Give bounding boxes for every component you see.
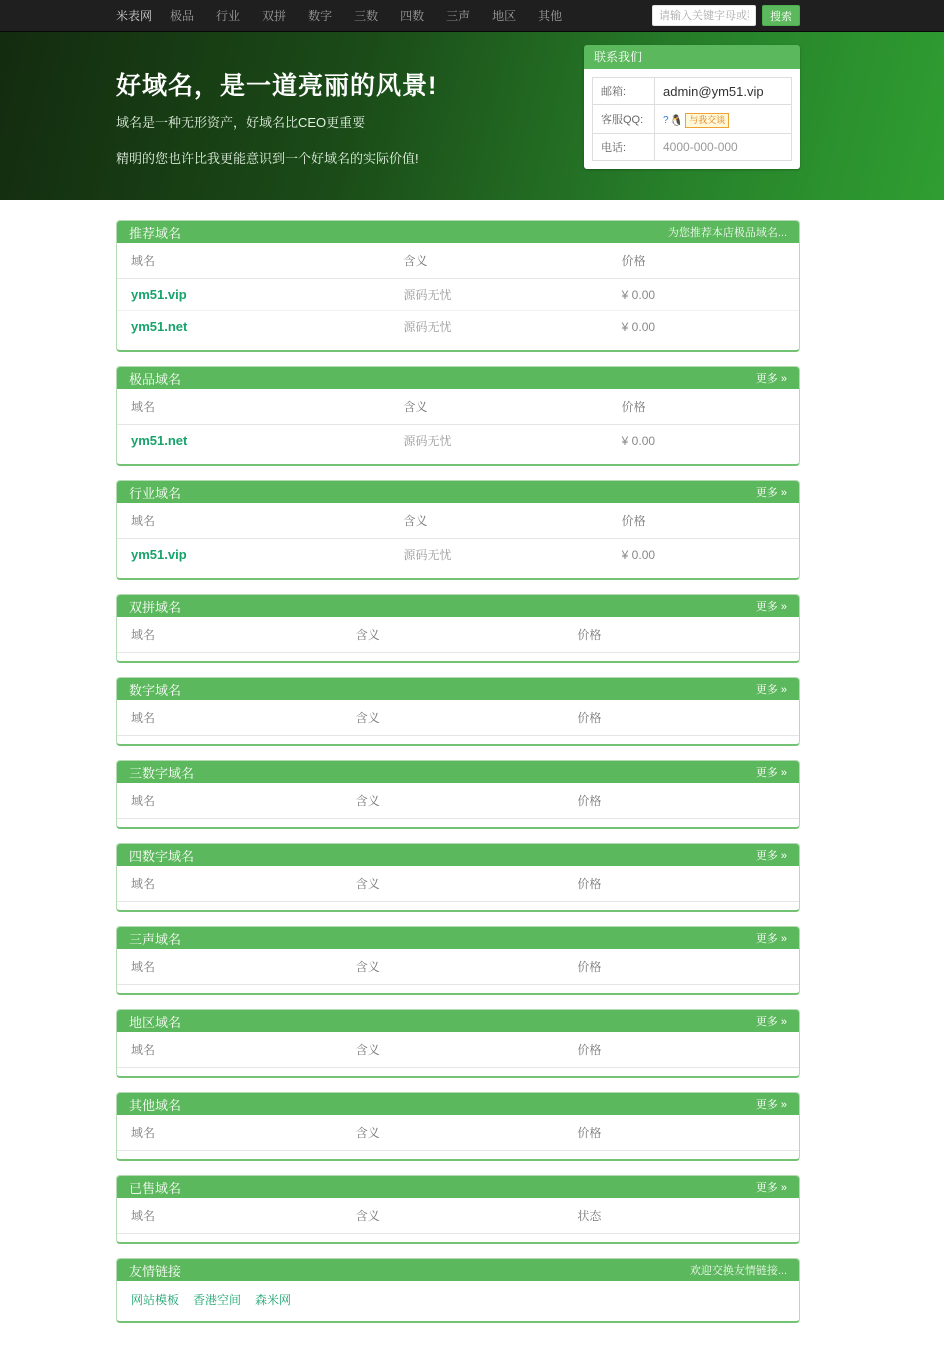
phone-label: 电话:	[593, 134, 655, 161]
section-more-link[interactable]: 更多 »	[755, 487, 787, 499]
column-header: 价格	[622, 389, 799, 425]
domain-table	[117, 389, 799, 456]
navbar-item-link[interactable]: 其他	[538, 8, 563, 23]
search-input[interactable]	[652, 5, 756, 26]
domain-table	[117, 1032, 799, 1068]
domain-link[interactable]: ym51.vip	[131, 547, 187, 562]
column-header: 含义	[356, 617, 578, 653]
section-header	[117, 1259, 799, 1281]
navbar-item	[538, 7, 562, 25]
phone-value: 4000-000-000	[655, 134, 792, 161]
column-header: 价格	[622, 503, 799, 539]
section-body	[117, 243, 799, 350]
price-cell: ¥ 0.00	[621, 547, 656, 562]
email-value: admin@ym51.vip	[655, 78, 792, 105]
navbar-item	[216, 7, 240, 25]
section-body	[117, 1198, 799, 1242]
domain-row	[117, 311, 799, 343]
column-header: 域名	[117, 243, 403, 279]
domain-cell	[117, 425, 403, 457]
section-header	[117, 678, 799, 700]
section-body	[117, 617, 799, 661]
table-header-row	[117, 389, 799, 425]
section-title: 三声域名	[129, 931, 182, 947]
navbar-item-link[interactable]: 三数	[354, 8, 379, 23]
column-header: 价格	[577, 1115, 799, 1151]
section-title: 三数字域名	[129, 765, 195, 781]
friend-links	[117, 1281, 799, 1321]
domain-table	[117, 243, 799, 342]
section-title: 友情链接	[129, 1263, 182, 1279]
section-body	[117, 389, 799, 464]
column-header: 含义	[356, 783, 578, 819]
domain-section-card	[116, 926, 800, 995]
column-header: 含义	[356, 700, 578, 736]
domain-table	[117, 783, 799, 819]
domain-section-card	[116, 1175, 800, 1244]
domain-table	[117, 1115, 799, 1151]
table-header-row	[117, 700, 799, 736]
column-header: 含义	[356, 1115, 578, 1151]
section-body	[117, 949, 799, 993]
domain-link[interactable]: ym51.net	[131, 319, 188, 334]
section-body	[117, 783, 799, 827]
section-body	[117, 700, 799, 744]
section-header	[117, 481, 799, 503]
column-header: 价格	[622, 243, 799, 279]
section-body	[117, 866, 799, 910]
column-header: 价格	[577, 617, 799, 653]
section-body	[117, 503, 799, 578]
column-header: 含义	[356, 949, 578, 985]
email-label: 邮箱:	[593, 78, 655, 105]
domain-table	[117, 503, 799, 570]
contact-panel-title: 联系我们	[584, 45, 800, 69]
domain-cell	[117, 279, 403, 311]
column-header: 域名	[117, 1198, 356, 1234]
table-header-row	[117, 1115, 799, 1151]
domain-section-card	[116, 760, 800, 829]
domain-section-card	[116, 366, 800, 466]
section-note: 欢迎交换友情链接...	[689, 1265, 787, 1277]
section-more-link[interactable]: 更多 »	[755, 373, 787, 385]
meaning-cell: 源码无忧	[403, 311, 621, 343]
meaning-cell: 源码无忧	[403, 548, 452, 562]
column-header: 含义	[403, 503, 621, 539]
section-title: 四数字域名	[129, 848, 195, 864]
hero-subtitle: 域名是一种无形资产，好域名比CEO更重要	[116, 115, 366, 130]
section-header	[117, 761, 799, 783]
section-title: 推荐域名	[129, 225, 182, 241]
table-header-row	[117, 503, 799, 539]
navbar-item	[354, 7, 378, 25]
navbar-item-link[interactable]: 极品	[170, 8, 195, 23]
domain-section-card	[116, 594, 800, 663]
price-cell: ¥ 0.00	[621, 287, 656, 302]
domain-section-card	[116, 1092, 800, 1161]
meaning-cell: 源码无忧	[403, 434, 452, 448]
section-more-link[interactable]: 更多 »	[755, 601, 787, 613]
domain-row	[117, 279, 799, 311]
domain-section-card	[116, 1258, 800, 1323]
domain-section-card	[116, 843, 800, 912]
contact-panel	[584, 45, 800, 169]
column-header: 域名	[117, 700, 356, 736]
section-more-link[interactable]: 更多 »	[755, 1182, 787, 1194]
table-header-row	[117, 783, 799, 819]
column-header: 含义	[403, 243, 621, 279]
navbar-item-link[interactable]: 地区	[492, 8, 517, 23]
column-header: 域名	[117, 866, 356, 902]
table-header-row	[117, 1032, 799, 1068]
table-header-row	[117, 866, 799, 902]
navbar-brand[interactable]: 米表网	[116, 9, 153, 23]
qq-label: 客服QQ:	[593, 105, 655, 134]
column-header: 含义	[356, 1032, 578, 1068]
navbar-item	[170, 7, 194, 25]
price-cell: ¥ 0.00	[621, 433, 656, 448]
friend-link[interactable]: 森米网	[255, 1293, 292, 1307]
column-header: 价格	[577, 866, 799, 902]
column-header: 价格	[577, 1032, 799, 1068]
navbar-item	[308, 7, 332, 25]
column-header: 含义	[356, 866, 578, 902]
column-header: 域名	[117, 1115, 356, 1151]
domain-link[interactable]: ym51.vip	[131, 287, 187, 302]
column-header: 域名	[117, 503, 403, 539]
section-header	[117, 221, 799, 243]
navbar-item-link[interactable]: 四数	[400, 8, 425, 23]
column-header: 价格	[577, 783, 799, 819]
navbar-item-link[interactable]: 双拼	[262, 8, 287, 23]
column-header: 价格	[577, 700, 799, 736]
domain-section-card	[116, 480, 800, 580]
domain-table	[117, 1198, 799, 1234]
section-title: 数字域名	[129, 682, 182, 698]
table-header-row	[117, 617, 799, 653]
section-more-link[interactable]: 更多 »	[755, 1099, 787, 1111]
navbar-item	[446, 7, 470, 25]
navbar-search	[652, 5, 800, 26]
section-more-link[interactable]: 更多 »	[755, 684, 787, 696]
contact-row-email	[593, 78, 792, 105]
domain-table	[117, 617, 799, 653]
column-header: 含义	[403, 389, 621, 425]
table-header-row	[117, 243, 799, 279]
domain-cell	[117, 311, 403, 343]
friend-link[interactable]: 网站模板	[131, 1293, 180, 1307]
domain-table	[117, 949, 799, 985]
section-title: 双拼域名	[129, 599, 182, 615]
section-header	[117, 1093, 799, 1115]
section-body	[117, 1032, 799, 1076]
navbar-menu	[170, 7, 652, 25]
friend-link[interactable]: 香港空间	[193, 1293, 242, 1307]
navbar-item-link[interactable]: 行业	[216, 8, 241, 23]
qq-question-icon: ?	[663, 115, 669, 126]
domain-table	[117, 700, 799, 736]
section-title: 极品域名	[129, 371, 182, 387]
domain-cell	[117, 539, 403, 571]
column-header: 域名	[117, 617, 356, 653]
column-header: 域名	[117, 389, 403, 425]
qq-penguin-icon: 🐧	[669, 115, 684, 127]
column-header: 状态	[577, 1198, 799, 1234]
domain-sections	[116, 200, 800, 1347]
section-body	[117, 1115, 799, 1159]
section-more-link[interactable]: 更多 »	[755, 767, 787, 779]
section-header	[117, 595, 799, 617]
navbar-item	[400, 7, 424, 25]
hero-banner	[0, 32, 944, 200]
navbar-item-link[interactable]: 数字	[308, 8, 333, 23]
section-title: 行业域名	[129, 485, 182, 501]
section-header	[117, 844, 799, 866]
section-title: 已售域名	[129, 1180, 182, 1196]
meaning-cell: 源码无忧	[403, 288, 452, 302]
domain-section-card	[116, 1009, 800, 1078]
contact-row-qq	[593, 105, 792, 134]
qq-chat-badge[interactable]	[663, 113, 729, 128]
section-title: 地区域名	[129, 1014, 182, 1030]
domain-row	[117, 539, 799, 571]
section-header	[117, 1176, 799, 1198]
navbar-item	[262, 7, 286, 25]
table-header-row	[117, 1198, 799, 1234]
column-header: 含义	[356, 1198, 578, 1234]
section-header	[117, 1010, 799, 1032]
navbar-item-link[interactable]: 三声	[446, 8, 471, 23]
hero-title: 好域名，是一道亮丽的风景!	[116, 72, 438, 100]
top-navbar	[0, 0, 944, 32]
search-button[interactable]: 搜索	[762, 5, 800, 26]
navbar-item	[492, 7, 516, 25]
column-header: 域名	[117, 949, 356, 985]
domain-section-card	[116, 220, 800, 352]
section-header	[117, 367, 799, 389]
column-header: 域名	[117, 783, 356, 819]
qq-chat-label: 与我交谈	[685, 113, 729, 128]
column-header: 域名	[117, 1032, 356, 1068]
domain-row	[117, 425, 799, 457]
contact-row-phone	[593, 134, 792, 161]
section-more-link[interactable]: 更多 »	[755, 1016, 787, 1028]
table-header-row	[117, 949, 799, 985]
section-header	[117, 927, 799, 949]
section-more-link[interactable]: 更多 »	[755, 933, 787, 945]
domain-section-card	[116, 677, 800, 746]
section-title: 其他域名	[129, 1097, 182, 1113]
domain-link[interactable]: ym51.net	[131, 433, 188, 448]
price-cell: ¥ 0.00	[622, 311, 799, 343]
hero-tagline: 精明的您也许比我更能意识到一个好域名的实际价值!	[116, 151, 419, 166]
column-header: 价格	[577, 949, 799, 985]
domain-table	[117, 866, 799, 902]
section-more-link[interactable]: 更多 »	[755, 850, 787, 862]
section-note: 为您推荐本店极品域名...	[667, 227, 787, 239]
